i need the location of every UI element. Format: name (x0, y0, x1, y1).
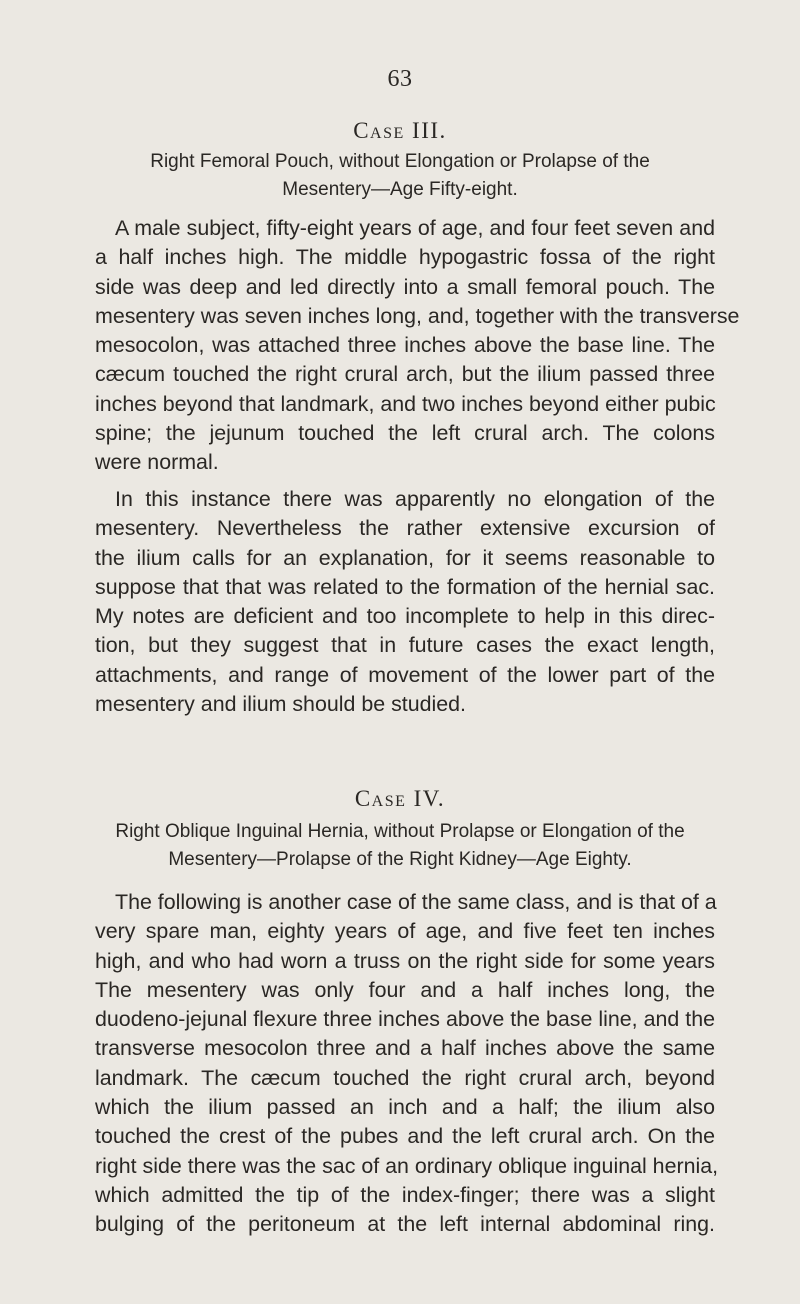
page-number: 63 (387, 66, 413, 92)
text-line: very spare man, eighty years of age, and five feet ten inches (95, 919, 715, 944)
text-line: which the ilium passed an inch and a half; the ilium also (95, 1095, 715, 1120)
text-line: landmark. The cæcum touched the right crural arch, beyond (95, 1065, 715, 1090)
text-line: were normal. (95, 450, 219, 475)
text-line: inches beyond that landmark, and two inches beyond either pubic (95, 391, 716, 416)
subtitle-line: Right Oblique Inguinal Hernia, without Prolapse or Elongation of the (115, 821, 685, 842)
case-3-heading: Case III. (353, 118, 447, 143)
subtitle-line: Mesentery—Prolapse of the Right Kidney—Age Eighty. (168, 849, 632, 870)
text-line: suppose that that was related to the formation of the hernial sac. (95, 574, 715, 599)
text-line: A male subject, fifty-eight years of age, and four feet seven and (115, 216, 715, 240)
text-line: right side there was the sac of an ordinary oblique inguinal hernia, (95, 1153, 719, 1178)
text-line: My notes are deficient and too incomplete to help in this direc- (95, 604, 715, 629)
text-line: spine; the jejunum touched the left crural arch. The colons (95, 421, 715, 446)
case-4-heading: Case IV. (354, 786, 446, 811)
subtitle-line: Mesentery—Age Fifty-eight. (282, 179, 518, 200)
text-line: bulging of the peritoneum at the left internal abdominal ring. (95, 1212, 715, 1237)
text-line: the ilium calls for an explanation, for it seems reasonable to (95, 545, 715, 570)
case-3-paragraph-1 (95, 214, 740, 478)
case-4-paragraph-1 (95, 888, 719, 1240)
text-line: mesentery and ilium should be studied. (95, 692, 466, 717)
text-line: The mesentery was only four and a half inches long, the (95, 977, 715, 1002)
text-line: In this instance there was apparently no elongation of the (115, 487, 715, 511)
case-3-paragraph-2 (95, 485, 715, 719)
text-line: mesentery was seven inches long, and, together with the transverse (95, 303, 740, 328)
text-line: touched the crest of the pubes and the left crural arch. On the (95, 1124, 715, 1149)
text-line: tion, but they suggest that in future cases the exact length, (95, 633, 715, 658)
text-line: mesocolon, was attached three inches above the base line. The (95, 333, 715, 358)
case-4-subtitle (40, 818, 760, 874)
subtitle-line: Right Femoral Pouch, without Elongation or Prolapse of the (150, 151, 650, 172)
case-3-subtitle (40, 148, 760, 204)
text-line: The following is another case of the same class, and is that of a (115, 890, 717, 914)
text-line: duodeno-jejunal flexure three inches above the base line, and the (95, 1007, 715, 1032)
text-line: attachments, and range of movement of the lower part of the (95, 662, 715, 687)
text-line: transverse mesocolon three and a half inches above the same (95, 1036, 715, 1061)
text-line: side was deep and led directly into a small femoral pouch. The (95, 274, 715, 299)
text-line: mesentery. Nevertheless the rather extensive excursion of (95, 516, 715, 541)
text-line: which admitted the tip of the index-finger; there was a slight (95, 1182, 715, 1207)
text-line: a half inches high. The middle hypogastric fossa of the right (95, 245, 715, 270)
text-line: cæcum touched the right crural arch, but the ilium passed three (95, 362, 715, 387)
text-line: high, and who had worn a truss on the right side for some years (95, 948, 715, 973)
